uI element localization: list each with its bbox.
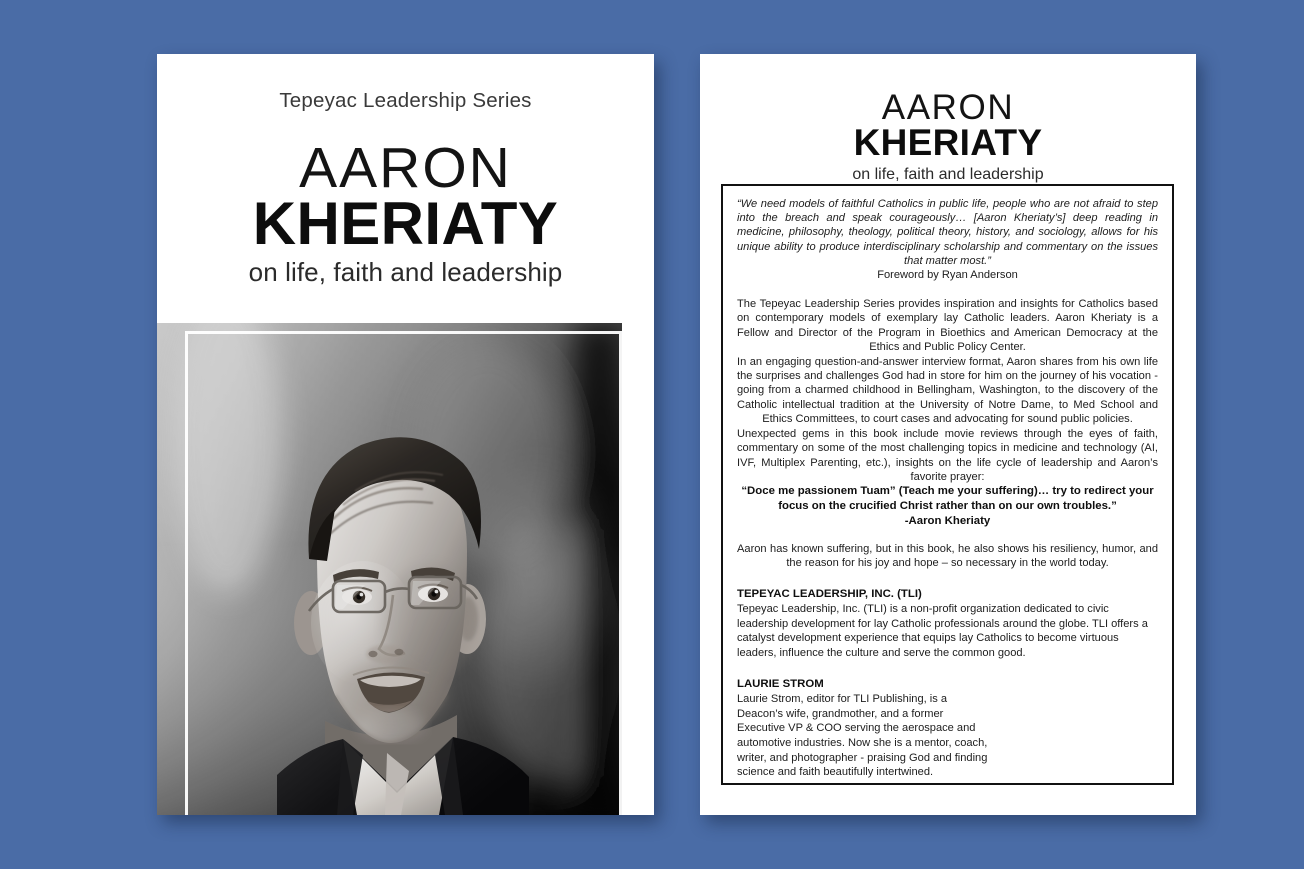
author-first-name: AARON [299, 135, 512, 200]
prayer-attribution: -Aaron Kheriaty [904, 515, 991, 528]
foreword-quote: “We need models of faithful Catholics in public life, people who are not afraid to step into the breach and speak courageously… [Aaron Kheriaty’s] deep reading in medicine, philosophy, theology, political theory, history, and sociology, allows for his unique ability to produce interdisciplinary scholarship and commentary on the issues that matter most.” [737, 198, 1158, 267]
org-section-body: Tepeyac Leadership, Inc. (TLI) is a non-profit organization dedicated to civic leadership development for lay Catholic professionals around the globe. TLI offers a catalyst development experience that equips lay Catholics to become virtuous leaders, influence the culture and serve the common good. [737, 603, 1148, 660]
back-author-first-name: AARON [881, 88, 1015, 127]
back-author-last-name: KHERIATY [853, 122, 1043, 163]
front-cover-title-block [157, 54, 654, 289]
front-cover-tagline: on life, faith and leadership [248, 257, 563, 288]
author-portrait-photo [157, 323, 622, 815]
prayer-quote: “Doce me passionem Tuam” (Teach me your suffering)… try to redirect your focus on the crucified Christ rather than on our own troubles.” [741, 485, 1154, 513]
editor-section-body: Laurie Strom, editor for TLI Publishing, is a Deacon’s wife, grandmother, and a former Executive VP & COO serving the aerospace and automotive industries. Now she is a mentor, coach, writer, and photographer - praising God and finding science and faith beautifully intertwined. [737, 693, 988, 779]
back-cover-header [700, 54, 1196, 186]
paragraph-unexpected-gems: Unexpected gems in this book include movie reviews through the eyes of faith, commentary on some of the most challenging topics in medicine and technology (AI, IVF, Multiplex Parenting, etc.), insights on the life cycle of leadership and Aaron’s favorite prayer: [737, 427, 1158, 483]
front-cover [157, 54, 654, 815]
editor-section-heading: LAURIE STROM [737, 677, 824, 690]
series-label: Tepeyac Leadership Series [279, 89, 532, 112]
portrait-image [157, 323, 622, 815]
author-last-name: KHERIATY [252, 190, 559, 258]
back-cover [700, 54, 1196, 815]
back-cover-tagline: on life, faith and leadership [852, 165, 1044, 183]
back-cover-text-box [721, 184, 1174, 785]
paragraph-suffering-hope: Aaron has known suffering, but in this book, he also shows his resiliency, humor, and the reason for his joy and hope – so necessary in the world today. [737, 542, 1158, 570]
foreword-attribution: Foreword by Ryan Anderson [877, 268, 1018, 281]
paragraph-interview-format: In an engaging question-and-answer interview format, Aaron shares from his own life the surprises and challenges God had in store for him on the journey of his vocation - going from a charmed childhood in Bellingham, Washington, to the discovery of the Catholic intellectual tradition at the University of Notre Dame, to Med School and Ethics Committees, to court cases and advocating for sound public policies. [737, 355, 1158, 426]
org-section-heading: TEPEYAC LEADERSHIP, INC. (TLI) [737, 587, 922, 600]
paragraph-series-description: The Tepeyac Leadership Series provides inspiration and insights for Catholics based on contemporary models of exemplary lay Catholic leaders. Aaron Kheriaty is a Fellow and Director of the Program in Bioethics and American Democracy at the Ethics and Public Policy Center. [737, 297, 1158, 354]
